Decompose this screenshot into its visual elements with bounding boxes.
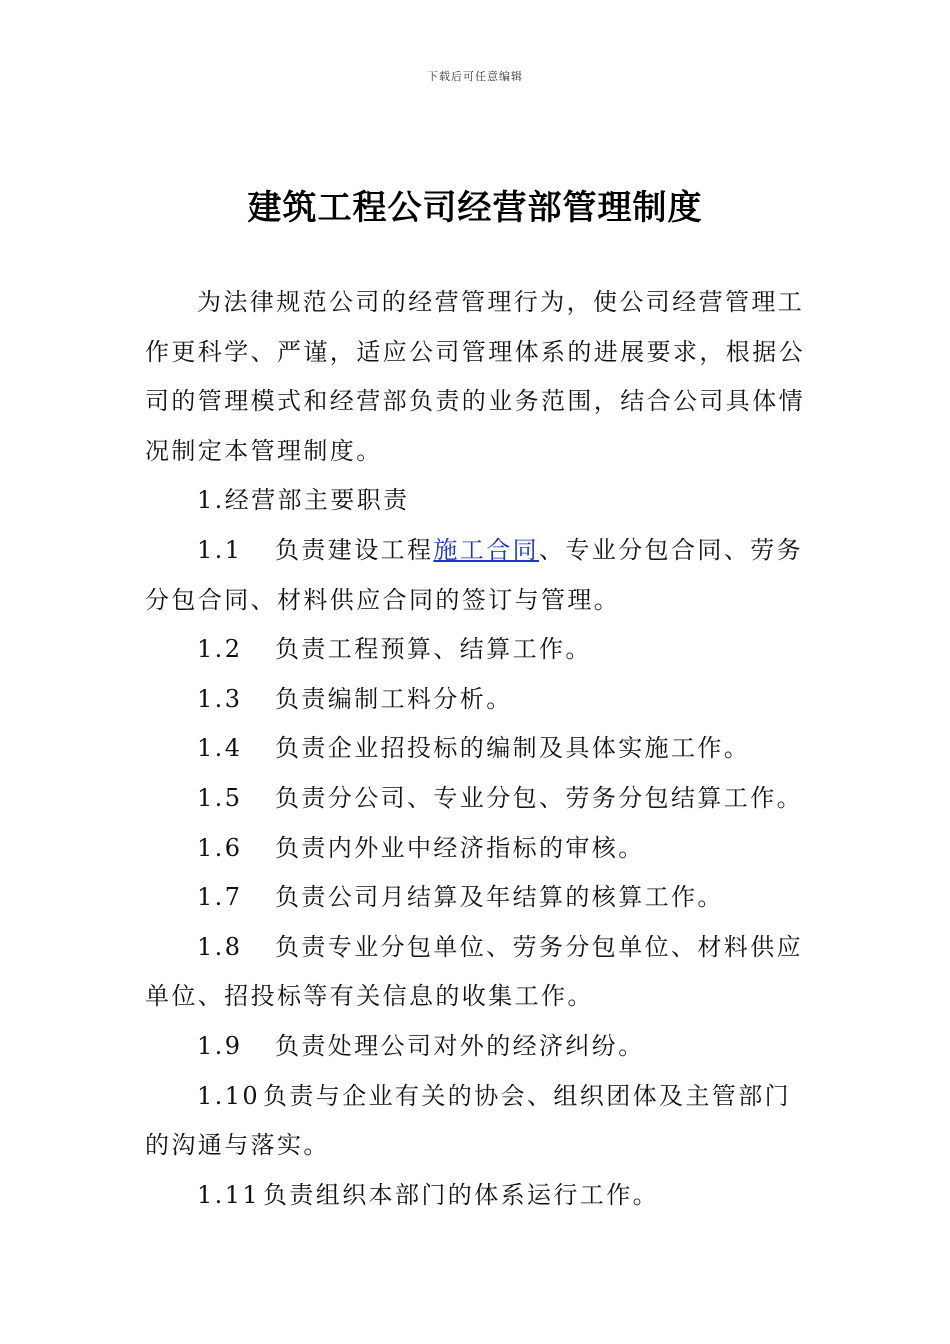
duty-item-1-9 (145, 1022, 805, 1072)
duty-number: 1.10 (197, 1081, 261, 1110)
duty-number: 1.11 (197, 1180, 261, 1209)
duty-text: 负责编制工料分析。 (275, 684, 513, 713)
intro-paragraph: 为法律规范公司的经营管理行为，使公司经营管理工作更科学、严谨，适应公司管理体系的进展要求，根据公司的管理模式和经营部负责的业务范围，结合公司具体情况制定本管理制度。 (145, 288, 805, 465)
section-heading: 1.经营部主要职责 (197, 486, 410, 515)
duty-text: 负责与企业有关的协会、组织团体及主管部门的沟通与落实。 (145, 1081, 791, 1160)
duty-number: 1.2 (197, 635, 243, 664)
duty-item-1-5 (145, 774, 805, 824)
duty-item-1-7 (145, 873, 805, 923)
duty-item-1-4 (145, 724, 805, 774)
duty-text: 负责处理公司对外的经济纠纷。 (275, 1031, 645, 1060)
duty-number: 1.7 (197, 883, 243, 912)
duty-text-before-link: 负责建设工程 (275, 535, 434, 564)
duty-text: 负责工程预算、结算工作。 (275, 635, 592, 664)
duty-text: 负责专业分包单位、劳务分包单位、材料供应单位、招投标等有关信息的收集工作。 (145, 932, 803, 1011)
header-note: 下载后可任意编辑 (427, 70, 523, 83)
duty-number: 1.4 (197, 734, 243, 763)
duty-text-after-link: 、专业分包合同、劳务分包合同、材料供应合同的签订与管理。 (145, 535, 804, 614)
document-body (145, 278, 805, 1220)
duty-item-1-3 (145, 675, 805, 725)
duty-number: 1.5 (197, 783, 243, 812)
duty-text: 负责组织本部门的体系运行工作。 (263, 1180, 659, 1209)
duty-text: 负责企业招投标的编制及具体实施工作。 (275, 734, 751, 763)
duty-number: 1.9 (197, 1031, 243, 1060)
duty-text: 负责分公司、专业分包、劳务分包结算工作。 (275, 783, 803, 812)
duty-item-1-10 (145, 1072, 805, 1171)
duty-text: 负责公司月结算及年结算的核算工作。 (275, 883, 724, 912)
duty-item-1-1 (145, 526, 805, 625)
duty-item-1-11 (145, 1171, 805, 1221)
duty-number: 1.1 (197, 535, 243, 564)
construction-contract-link[interactable]: 施工合同 (433, 535, 540, 564)
duty-number: 1.6 (197, 833, 243, 862)
duty-number: 1.8 (197, 932, 243, 961)
duty-item-1-6 (145, 824, 805, 874)
duty-number: 1.3 (197, 684, 243, 713)
duty-item-1-8 (145, 923, 805, 1022)
duty-item-1-2 (145, 625, 805, 675)
document-title: 建筑工程公司经营部管理制度 (247, 188, 703, 228)
duty-text: 负责内外业中经济指标的审核。 (275, 833, 645, 862)
